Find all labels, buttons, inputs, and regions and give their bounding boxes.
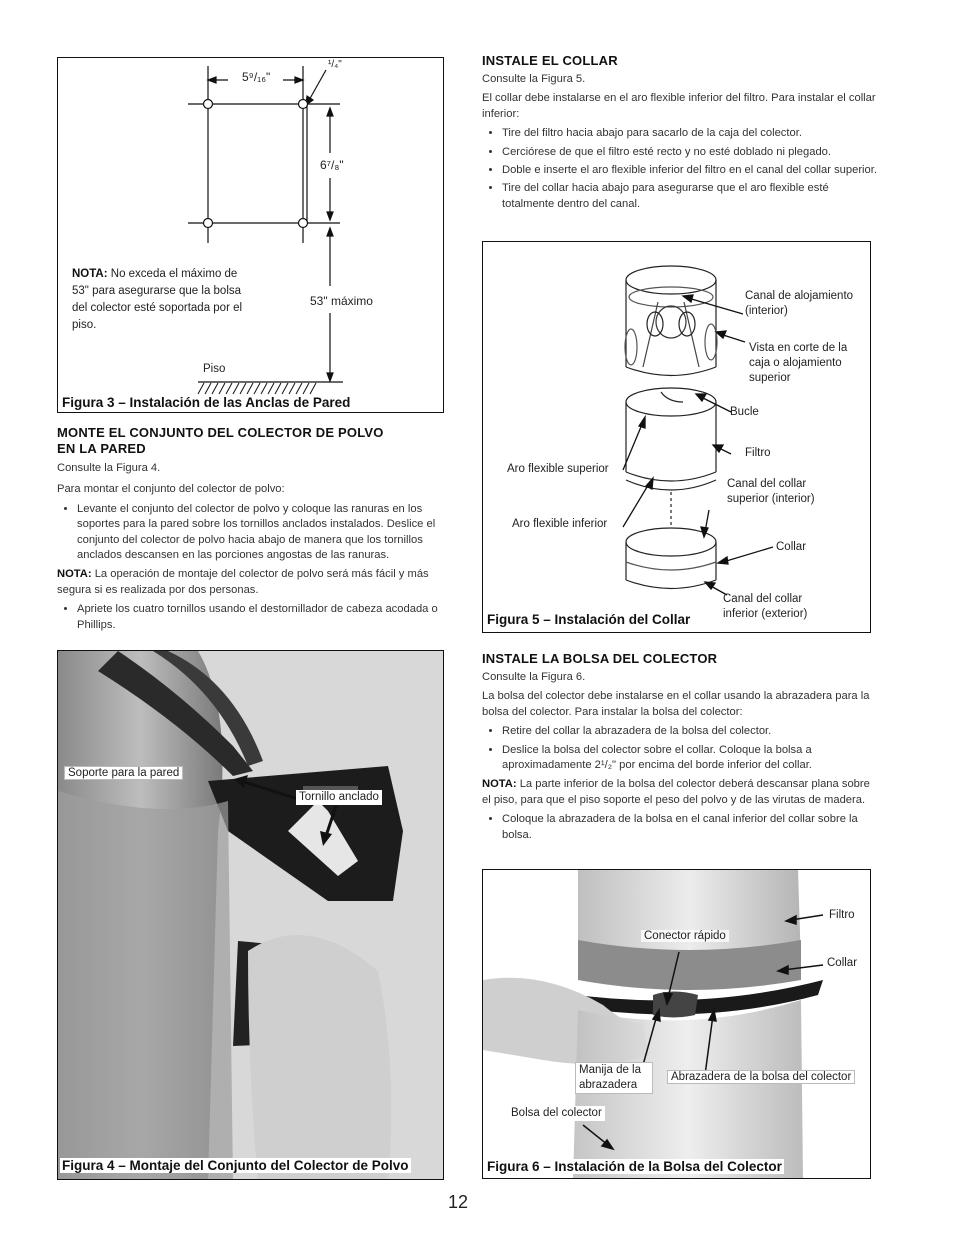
label-collar: Collar — [776, 541, 807, 553]
bolsa-ref: Consulte la Figura 6. — [482, 671, 586, 683]
label-abrazadera: Abrazadera de la bolsa del colector — [667, 1070, 855, 1084]
label-manija: Manija de la abrazadera — [575, 1062, 653, 1094]
monte-bullet-2: • Apriete los cuatro tornillos usando el destornillador de cabeza acodada o Phillips. — [77, 602, 449, 633]
collar-list — [482, 126, 882, 212]
figure-6 — [482, 869, 871, 1179]
nota-label: NOTA: — [72, 268, 108, 280]
figure-5-caption: Figura 5 – Instalación del Collar — [487, 612, 691, 627]
monte-heading-line2: EN LA PARED — [57, 441, 146, 456]
monte-intro: Para montar el conjunto del colector de polvo: — [57, 483, 285, 496]
nota-text: No exceda el máximo de 53" para asegurarse que la bolsa del colector esté soportada por el piso. — [72, 268, 243, 331]
label-filtro-6: Filtro — [829, 909, 855, 921]
figure-6-caption: Figura 6 – Instalación de la Bolsa del Colector — [487, 1159, 782, 1174]
label-aro-superior: Aro flexible superior — [507, 463, 609, 475]
page-number: 12 — [448, 1192, 469, 1212]
bolsa-bullet-3: • Coloque la abrazadera de la bolsa en el canal inferior del collar sobre la bolsa. — [502, 812, 877, 843]
bolsa-nota — [482, 777, 877, 808]
label-collar-6: Collar — [827, 957, 858, 969]
floor-hatch-line — [303, 383, 309, 394]
floor-hatch-line — [205, 383, 211, 394]
figure-4-photo — [58, 651, 444, 1180]
floor-hatch-line — [310, 383, 316, 394]
monte-ref: Consulte la Figura 4. — [57, 462, 161, 474]
nota-block — [72, 266, 247, 334]
dim-max-label: 53" máximo — [310, 294, 373, 308]
label-vista-corte: Vista en corte de la caja o alojamiento superior — [749, 342, 848, 384]
bolsa-heading: INSTALE LA BOLSA DEL COLECTOR — [482, 651, 718, 666]
monte-heading — [57, 425, 384, 457]
floor-hatch-line — [240, 383, 246, 394]
collar-intro: El collar debe instalarse en el aro flexible inferior del filtro. Para instalar el collar inferior: — [482, 92, 876, 120]
label-aro-inferior: Aro flexible inferior — [512, 518, 608, 530]
bolsa-bullet-2: • Deslice la bolsa del colector sobre el collar. Coloque la bolsa a aproximadamente 2¹/₂" por encima del borde inferior del collar. — [502, 743, 877, 774]
label-soporte: Soporte para la pared — [64, 766, 183, 780]
dim-corner-label: ¹/₄" — [328, 59, 342, 70]
figure-4 — [57, 650, 444, 1180]
label-conector-rapido: Conector rápido — [641, 930, 729, 942]
monte-heading-line1: MONTE EL CONJUNTO DEL COLECTOR DE POLVO — [57, 425, 384, 440]
label-bucle: Bucle — [730, 406, 759, 418]
floor-hatch-line — [275, 383, 281, 394]
monte-nota-label: NOTA: — [57, 568, 92, 581]
floor-hatch-line — [247, 383, 253, 394]
monte-list-1 — [57, 502, 449, 564]
figure-3-drawing — [58, 58, 444, 413]
monte-nota — [57, 567, 449, 598]
bolsa-intro: La bolsa del colector debe instalarse en el collar usando la abrazadera para la bolsa del colector. Para instalar la bolsa del colector: — [482, 690, 870, 718]
label-bolsa-colector: Bolsa del colector — [508, 1106, 605, 1121]
floor-hatch-line — [289, 383, 295, 394]
bolsa-bullet-1: • Retire del collar la abrazadera de la bolsa del colector. — [502, 724, 877, 739]
floor-hatch-line — [226, 383, 232, 394]
figure-6-photo — [483, 870, 871, 1179]
floor-hatch-line — [268, 383, 274, 394]
bolsa-body — [482, 670, 877, 847]
figure-4-caption: Figura 4 – Montaje del Conjunto del Colector de Polvo — [62, 1158, 409, 1173]
label-canal-collar-superior: Canal del collar superior (interior) — [727, 478, 815, 505]
floor-hatch-line — [212, 383, 218, 394]
dim-vertical-label: 6⁷/₈" — [320, 158, 344, 172]
collar-bullet-3: • Doble e inserte el aro flexible inferior del filtro en el canal del collar superior. — [502, 163, 882, 178]
bolsa-nota-text: La parte inferior de la bolsa del colector deberá descansar plana sobre el piso, para que el piso soporte el peso del polvo y de las virutas de madera. — [482, 778, 870, 806]
bolsa-list-2 — [482, 812, 877, 843]
collar-bullet-1: • Tire del filtro hacia abajo para sacarlo de la caja del colector. — [502, 126, 882, 141]
collar-bullet-4: • Tire del collar hacia abajo para asegurarse que el aro flexible esté totalmente dentro del canal. — [502, 181, 882, 212]
collar-ref: Consulte la Figura 5. — [482, 73, 586, 85]
figure-5 — [482, 241, 871, 633]
floor-hatch-line — [282, 383, 288, 394]
label-canal-alojamiento: Canal de alojamiento (interior) — [745, 290, 854, 317]
floor-hatch-line — [261, 383, 267, 394]
bolsa-nota-label: NOTA: — [482, 778, 517, 791]
floor-hatch-line — [254, 383, 260, 394]
label-canal-collar-inferior: Canal del collar inferior (exterior) — [723, 593, 808, 620]
dim-top-label: 5⁹/₁₆" — [242, 70, 271, 84]
label-filtro: Filtro — [745, 447, 771, 459]
monte-body — [57, 461, 449, 637]
collar-heading: INSTALE EL COLLAR — [482, 53, 618, 68]
floor-label: Piso — [203, 363, 226, 375]
bolsa-list-1 — [482, 724, 877, 773]
monte-list-2 — [57, 602, 449, 633]
monte-bullet-1: • Levante el conjunto del colector de polvo y coloque las ranuras en los soportes para la pared sobre los tornillos anclados instalados. Deslice el conjunto del colector de polvo hacia abajo de manera que los tornillos anclados descansen en las porciones angostas de las ranuras. — [77, 502, 449, 564]
figure-3 — [57, 57, 444, 413]
floor-hatch-line — [296, 383, 302, 394]
floor-hatch-line — [219, 383, 225, 394]
label-tornillo: Tornillo anclado — [296, 790, 382, 805]
floor-hatch-line — [233, 383, 239, 394]
figure-3-caption: Figura 3 – Instalación de las Anclas de Pared — [62, 395, 351, 410]
collar-bullet-2: • Cerciórese de que el filtro esté recto y no esté doblado ni plegado. — [502, 145, 882, 160]
monte-nota-text: La operación de montaje del colector de polvo será más fácil y más segura si es realizada por dos personas. — [57, 568, 429, 596]
collar-body — [482, 72, 882, 216]
floor-hatch-line — [198, 383, 204, 394]
